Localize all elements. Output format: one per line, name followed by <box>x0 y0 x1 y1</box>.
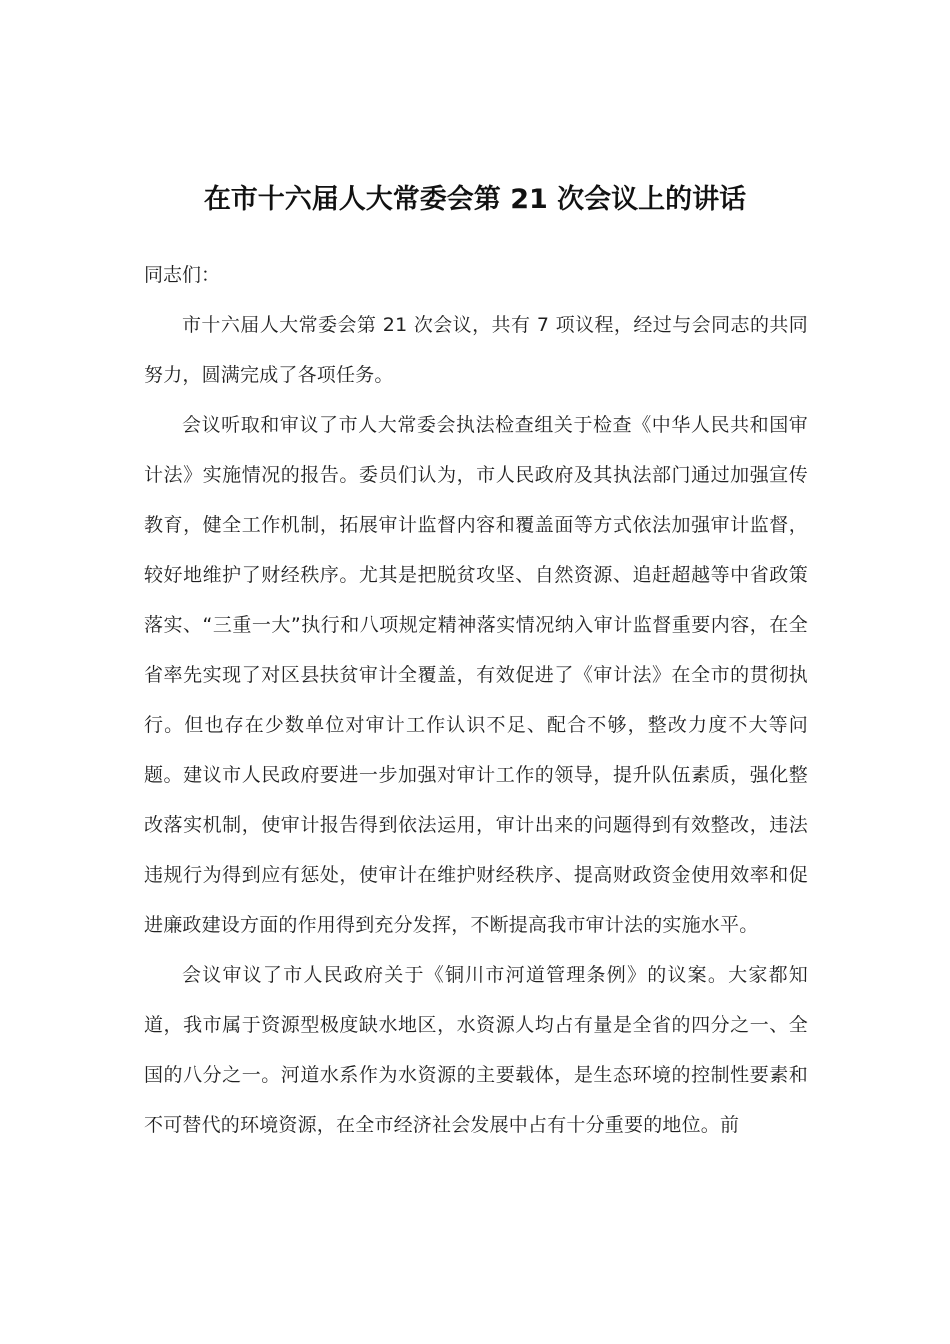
paragraph-3: 会议审议了市人民政府关于《铜川市河道管理条例》的议案。大家都知道，我市属于资源型极度缺水地区，水资源人均占有量是全省的四分之一、全国的八分之一。河道水系作为水资源的主要载体，是生态环境的控制性要素和不可替代的环境资源，在全市经济社会发展中占有十分重要的地位。前 <box>144 964 808 1136</box>
salutation: 同志们： <box>144 264 221 286</box>
paragraph-1: 市十六届人大常委会第 21 次会议，共有 7 项议程，经过与会同志的共同努力，圆满完成了各项任务。 <box>144 314 808 386</box>
paragraph-2: 会议听取和审议了市人大常委会执法检查组关于检查《中华人民共和国审计法》实施情况的报告。委员们认为，市人民政府及其执法部门通过加强宣传教育，健全工作机制，拓展审计监督内容和覆盖面等方式依法加强审计监督，较好地维护了财经秩序。尤其是把脱贫攻坚、自然资源、追赶超越等中省政策落实、“三重一大”执行和八项规定精神落实情况纳入审计监督重要内容，在全省率先实现了对区县扶贫审计全覆盖，有效促进了《审计法》在全市的贯彻执行。但也存在少数单位对审计工作认识不足、配合不够，整改力度不大等问题。建议市人民政府要进一步加强对审计工作的领导，提升队伍素质，强化整改落实机制，使审计报告得到依法运用，审计出来的问题得到有效整改，违法违规行为得到应有惩处，使审计在维护财经秩序、提高财政资金使用效率和促进廉政建设方面的作用得到充分发挥，不断提高我市审计法的实施水平。 <box>144 414 808 936</box>
document-body <box>144 250 808 1150</box>
document-title: 在市十六届人大常委会第 21 次会议上的讲话 <box>203 184 747 215</box>
